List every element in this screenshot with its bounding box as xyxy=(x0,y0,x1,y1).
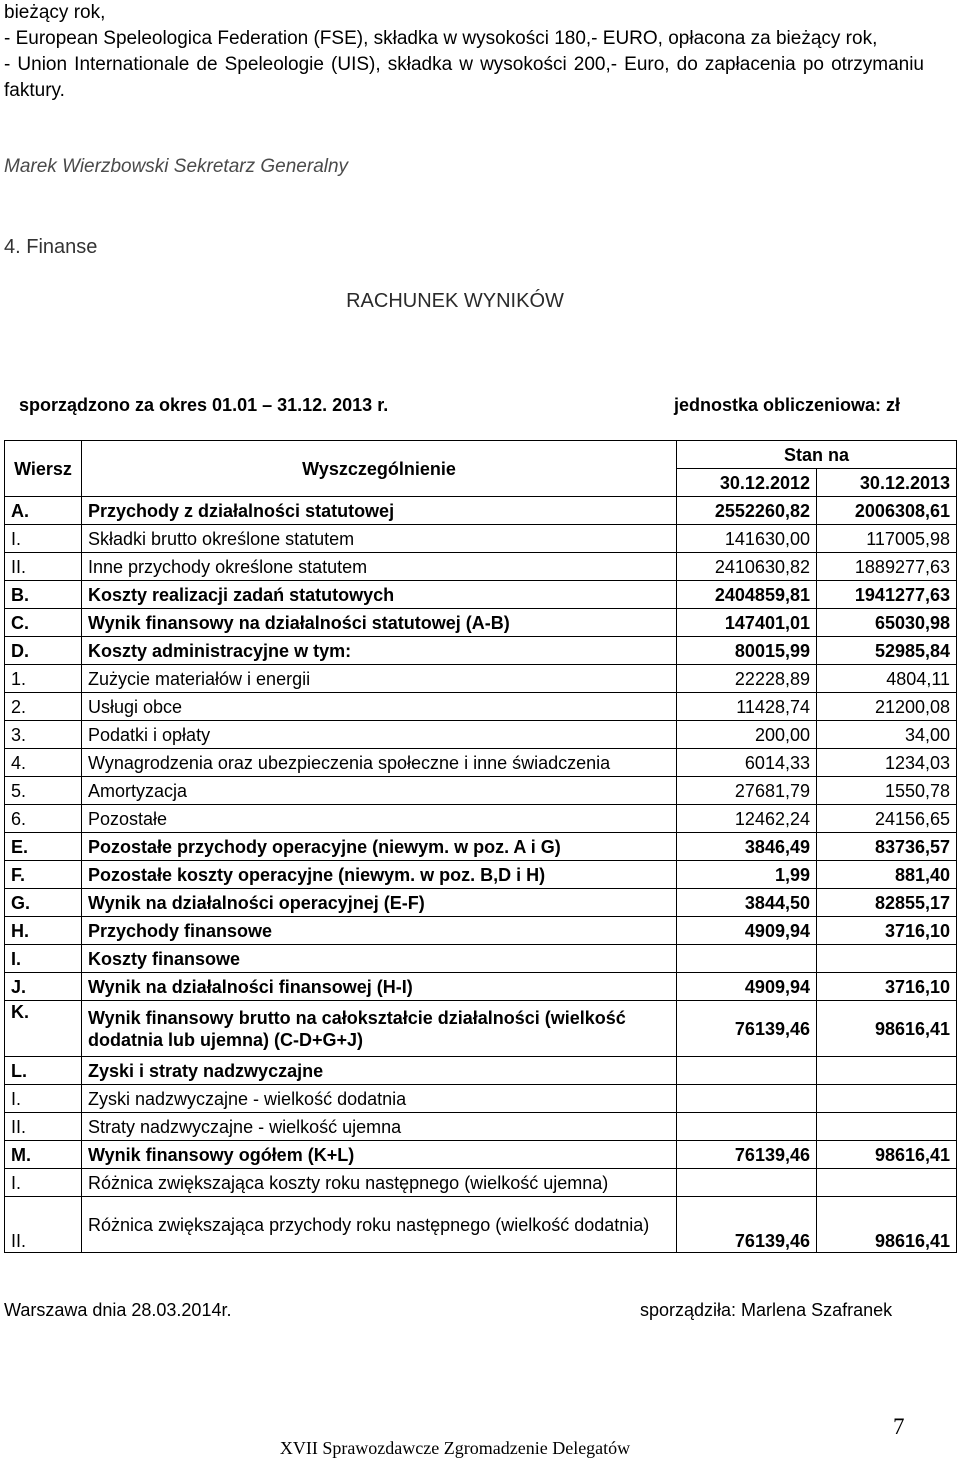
row-value-2012: 76139,46 xyxy=(677,1141,817,1169)
report-title: RACHUNEK WYNIKÓW xyxy=(346,290,564,312)
row-code: II. xyxy=(5,1197,82,1253)
row-label: Wynik finansowy na działalności statutowej (A-B) xyxy=(82,609,677,637)
row-code: 5. xyxy=(5,777,82,805)
row-label: Zyski i straty nadzwyczajne xyxy=(82,1057,677,1085)
table-header-row xyxy=(5,441,957,469)
row-code: B. xyxy=(5,581,82,609)
row-value-2012: 200,00 xyxy=(677,721,817,749)
row-code: D. xyxy=(5,637,82,665)
row-label: Inne przychody określone statutem xyxy=(82,553,677,581)
row-value-2013: 1234,03 xyxy=(817,749,957,777)
row-label: Przychody z działalności statutowej xyxy=(82,497,677,525)
row-value-2012: 4909,94 xyxy=(677,973,817,1001)
row-code: M. xyxy=(5,1141,82,1169)
table-row xyxy=(5,945,957,973)
row-code: E. xyxy=(5,833,82,861)
row-code: 6. xyxy=(5,805,82,833)
header-col-2012: 30.12.2012 xyxy=(677,469,817,497)
row-label: Zużycie materiałów i energii xyxy=(82,665,677,693)
table-row xyxy=(5,1001,957,1057)
header-col-2013: 30.12.2013 xyxy=(817,469,957,497)
row-label: Wynagrodzenia oraz ubezpieczenia społeczne i inne świadczenia xyxy=(82,749,677,777)
row-code: I. xyxy=(5,945,82,973)
table-row xyxy=(5,637,957,665)
row-value-2012: 2552260,82 xyxy=(677,497,817,525)
row-value-2012: 147401,01 xyxy=(677,609,817,637)
row-code: II. xyxy=(5,553,82,581)
table-row xyxy=(5,1197,957,1253)
table-row xyxy=(5,1085,957,1113)
table-row xyxy=(5,497,957,525)
signer: Marek Wierzbowski Sekretarz Generalny xyxy=(4,156,349,177)
header-stan-label: Stan na xyxy=(677,441,957,469)
row-value-2012 xyxy=(677,1057,817,1085)
table-row xyxy=(5,833,957,861)
row-code: A. xyxy=(5,497,82,525)
table-row xyxy=(5,1141,957,1169)
table-row xyxy=(5,973,957,1001)
row-value-2013: 2006308,61 xyxy=(817,497,957,525)
row-label: Koszty realizacji zadań statutowych xyxy=(82,581,677,609)
row-value-2012: 1,99 xyxy=(677,861,817,889)
page-number: 7 xyxy=(893,1414,905,1439)
row-value-2013: 98616,41 xyxy=(817,1141,957,1169)
row-value-2012 xyxy=(677,1113,817,1141)
row-value-2012: 2404859,81 xyxy=(677,581,817,609)
table-row xyxy=(5,581,957,609)
row-value-2012 xyxy=(677,1085,817,1113)
row-value-2012: 3846,49 xyxy=(677,833,817,861)
row-label: Wynik finansowy ogółem (K+L) xyxy=(82,1141,677,1169)
row-label: Wynik finansowy brutto na całokształcie działalności (wielkość dodatnia lub ujemna) (C-D+G+J) xyxy=(82,1001,677,1057)
row-label: Podatki i opłaty xyxy=(82,721,677,749)
table-row xyxy=(5,917,957,945)
intro-line: - Union Internationale de Speleologie (UIS), składka w wysokości 200,- Euro, do zapłacenia po otrzymaniu faktury. xyxy=(4,54,924,101)
row-value-2012 xyxy=(677,1169,817,1197)
row-code: 3. xyxy=(5,721,82,749)
report-unit: jednostka obliczeniowa: zł xyxy=(674,395,901,415)
header-desc-label: Wyszczególnienie xyxy=(82,441,677,497)
table-row xyxy=(5,553,957,581)
row-label: Koszty administracyjne w tym: xyxy=(82,637,677,665)
table-row xyxy=(5,525,957,553)
document-footer: XVII Sprawozdawcze Zgromadzenie Delegatów xyxy=(279,1438,631,1458)
table-row xyxy=(5,805,957,833)
row-label: Pozostałe koszty operacyjne (niewym. w poz. B,D i H) xyxy=(82,861,677,889)
row-value-2013 xyxy=(817,945,957,973)
table-row xyxy=(5,1057,957,1085)
table-row xyxy=(5,665,957,693)
row-code: I. xyxy=(5,1169,82,1197)
table-row xyxy=(5,749,957,777)
table-row xyxy=(5,861,957,889)
row-value-2012: 27681,79 xyxy=(677,777,817,805)
row-value-2013: 3716,10 xyxy=(817,973,957,1001)
row-value-2013: 1889277,63 xyxy=(817,553,957,581)
row-value-2013: 83736,57 xyxy=(817,833,957,861)
row-value-2012: 22228,89 xyxy=(677,665,817,693)
row-label: Pozostałe xyxy=(82,805,677,833)
row-code: II. xyxy=(5,1113,82,1141)
row-value-2013 xyxy=(817,1057,957,1085)
table-row xyxy=(5,1113,957,1141)
table-row xyxy=(5,1169,957,1197)
row-value-2013: 65030,98 xyxy=(817,609,957,637)
row-code: 1. xyxy=(5,665,82,693)
row-code: K. xyxy=(5,1001,82,1057)
row-value-2012: 4909,94 xyxy=(677,917,817,945)
row-value-2013: 4804,11 xyxy=(817,665,957,693)
row-value-2013: 98616,41 xyxy=(817,1197,957,1253)
row-value-2012: 76139,46 xyxy=(677,1197,817,1253)
report-period: sporządzono za okres 01.01 – 31.12. 2013 r. xyxy=(19,395,389,415)
table-row xyxy=(5,693,957,721)
row-code: H. xyxy=(5,917,82,945)
table-row xyxy=(5,889,957,917)
row-label: Straty nadzwyczajne - wielkość ujemna xyxy=(82,1113,677,1141)
row-code: G. xyxy=(5,889,82,917)
table-row xyxy=(5,609,957,637)
row-value-2012: 76139,46 xyxy=(677,1001,817,1057)
row-label: Różnica zwiększająca koszty roku następnego (wielkość ujemna) xyxy=(82,1169,677,1197)
row-code: L. xyxy=(5,1057,82,1085)
row-value-2012: 6014,33 xyxy=(677,749,817,777)
row-label: Wynik na działalności finansowej (H-I) xyxy=(82,973,677,1001)
row-value-2013: 1550,78 xyxy=(817,777,957,805)
row-value-2013: 1941277,63 xyxy=(817,581,957,609)
row-code: 2. xyxy=(5,693,82,721)
row-value-2013 xyxy=(817,1085,957,1113)
row-code: I. xyxy=(5,525,82,553)
row-value-2013 xyxy=(817,1169,957,1197)
row-label: Przychody finansowe xyxy=(82,917,677,945)
row-value-2012: 11428,74 xyxy=(677,693,817,721)
row-label: Zyski nadzwyczajne - wielkość dodatnia xyxy=(82,1085,677,1113)
row-label: Koszty finansowe xyxy=(82,945,677,973)
row-code: C. xyxy=(5,609,82,637)
income-statement-table xyxy=(4,440,957,1253)
row-value-2012: 80015,99 xyxy=(677,637,817,665)
row-label: Wynik na działalności operacyjnej (E-F) xyxy=(82,889,677,917)
row-label: Pozostałe przychody operacyjne (niewym. w poz. A i G) xyxy=(82,833,677,861)
row-value-2012 xyxy=(677,945,817,973)
row-value-2013: 98616,41 xyxy=(817,1001,957,1057)
row-value-2012: 141630,00 xyxy=(677,525,817,553)
row-value-2012: 12462,24 xyxy=(677,805,817,833)
row-code: 4. xyxy=(5,749,82,777)
header-row-label: Wiersz xyxy=(5,441,82,497)
row-value-2013: 3716,10 xyxy=(817,917,957,945)
row-value-2013: 21200,08 xyxy=(817,693,957,721)
row-label: Składki brutto określone statutem xyxy=(82,525,677,553)
row-value-2013: 117005,98 xyxy=(817,525,957,553)
row-value-2012: 3844,50 xyxy=(677,889,817,917)
intro-line: - European Speleologica Federation (FSE), składka w wysokości 180,- EURO, opłacona za bieżący rok, xyxy=(4,28,878,49)
row-code: I. xyxy=(5,1085,82,1113)
prepared-by: sporządziła: Marlena Szafranek xyxy=(640,1300,893,1320)
place-date: Warszawa dnia 28.03.2014r. xyxy=(4,1300,232,1320)
intro-text xyxy=(4,0,924,104)
row-value-2013: 24156,65 xyxy=(817,805,957,833)
row-code: F. xyxy=(5,861,82,889)
table-row xyxy=(5,721,957,749)
table-row xyxy=(5,777,957,805)
section-heading: 4. Finanse xyxy=(4,236,98,258)
row-value-2013: 34,00 xyxy=(817,721,957,749)
row-label: Amortyzacja xyxy=(82,777,677,805)
row-value-2013: 82855,17 xyxy=(817,889,957,917)
row-label: Różnica zwiększająca przychody roku następnego (wielkość dodatnia) xyxy=(82,1197,677,1253)
row-value-2013: 52985,84 xyxy=(817,637,957,665)
row-label: Usługi obce xyxy=(82,693,677,721)
intro-line: bieżący rok, xyxy=(4,2,106,23)
row-value-2012: 2410630,82 xyxy=(677,553,817,581)
row-value-2013 xyxy=(817,1113,957,1141)
row-code: J. xyxy=(5,973,82,1001)
row-value-2013: 881,40 xyxy=(817,861,957,889)
